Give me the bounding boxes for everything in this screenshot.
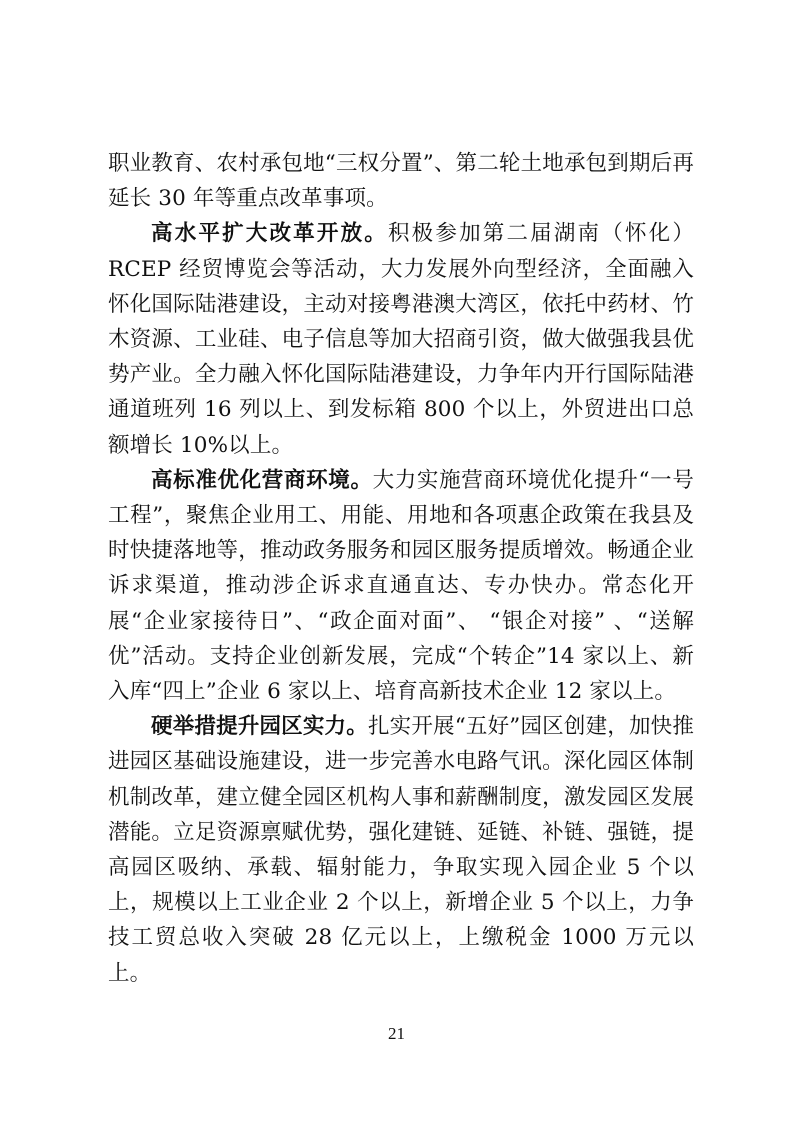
document-body <box>108 146 694 991</box>
paragraph-heading: 硬举措提升园区实力。 <box>151 714 368 740</box>
paragraph-text: 大力实施营商环境优化提升“一号工程”，聚焦企业用工、用能、用地和各项惠企政策在我县及时快捷落地等，推动政务服务和园区服务提质增效。畅通企业诉求渠道，推动涉企诉求直通直达、专办快办。常态化开展“企业家接待日”、“政企面对面”、 “银企对接” 、“送解优”活动。支持企业创新发展，完成“个转企”14 家以上、新入库“四上”企业 6 家以上、培育高新技术企业 12 家以上。 <box>108 467 694 705</box>
paragraph-heading: 高标准优化营商环境。 <box>151 467 373 493</box>
page-number: 21 <box>388 1024 405 1043</box>
paragraph-continuation <box>108 146 694 216</box>
paragraph-text: 积极参加第二届湖南（怀化）RCEP 经贸博览会等活动，大力发展外向型经济，全面融入怀化国际陆港建设，主动对接粤港澳大湾区，依托中药材、竹木资源、工业硅、电子信息等加大招商引资，做大做强我县优势产业。全力融入怀化国际陆港建设，力争年内开行国际陆港通道班列 16 列以上、到发标箱 800 个以上，外贸进出口总额增长 10%以上。 <box>108 221 694 458</box>
paragraph-text: 职业教育、农村承包地“三权分置”、第二轮土地承包到期后再延长 30 年等重点改革事项。 <box>108 151 694 212</box>
paragraph-industrial-park <box>108 709 694 991</box>
paragraph-business-environment <box>108 463 694 709</box>
paragraph-text: 扎实开展“五好”园区创建，加快推进园区基础设施建设，进一步完善水电路气讯。深化园区体制机制改革，建立健全园区机构人事和薪酬制度，激发园区发展潜能。立足资源禀赋优势，强化建链、延链、补链、强链，提高园区吸纳、承载、辐射能力，争取实现入园企业 5 个以上，规模以上工业企业 2 个以上，新增企业 5 个以上，力争技工贸总收入突破 28 亿元以上，上缴税金 1000 万元以上。 <box>108 714 694 986</box>
paragraph-reform-opening <box>108 216 694 462</box>
paragraph-heading: 高水平扩大改革开放。 <box>151 221 388 247</box>
